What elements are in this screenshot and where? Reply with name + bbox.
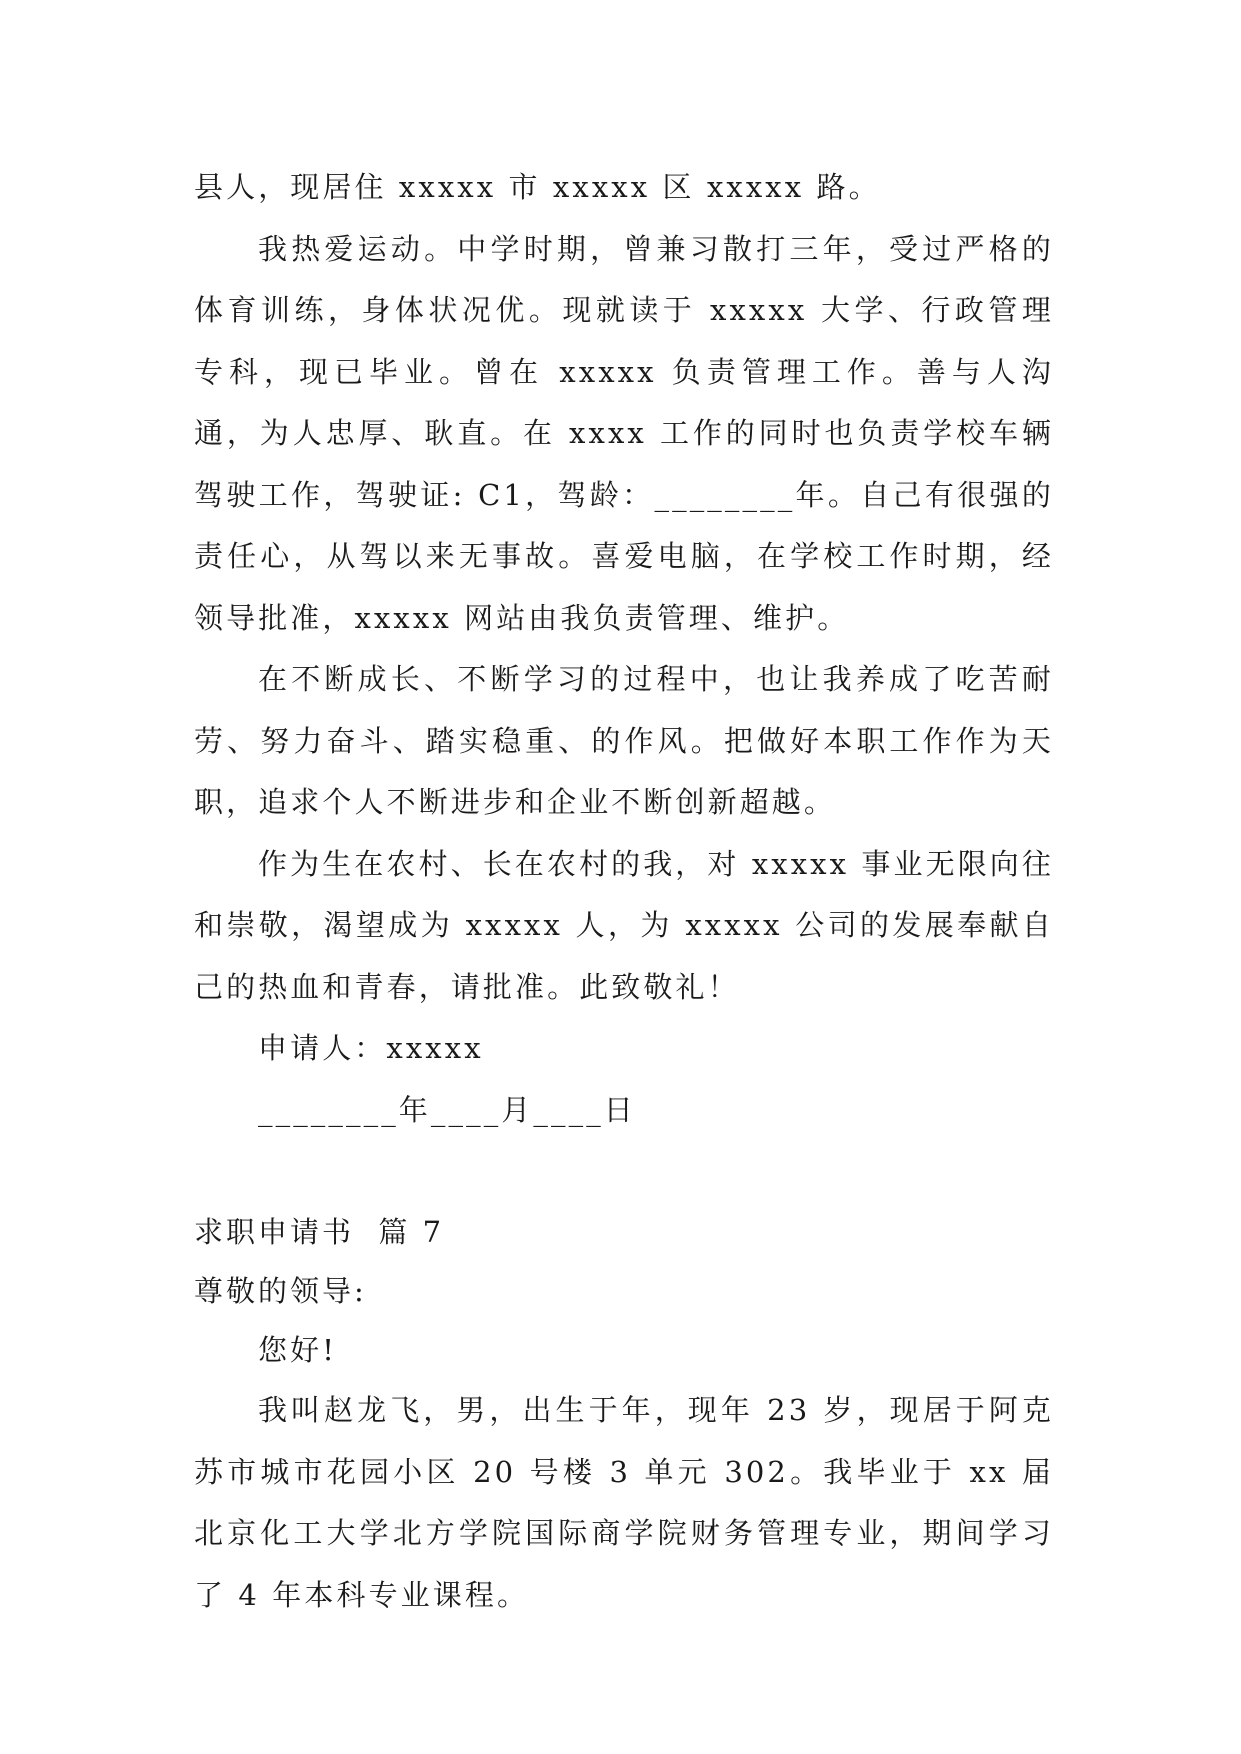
paragraph-aspiration: 作为生在农村、长在农村的我，对 xxxxx 事业无限向往和崇敬，渴望成为 xxxxx 人，为 xxxxx 公司的发展奉献自己的热血和青春，请批准。此致敬礼！: [194, 846, 1055, 1004]
date-line: ________年____月____日: [258, 1092, 636, 1127]
paragraph-introduction: 我叫赵龙飞，男，出生于年，现年 23 岁，现居于阿克苏市城市花园小区 20 号楼 3 单元 302。我毕业于 xx 届北京化工大学北方学院国际商学院财务管理专业，期间学习了 4 年本科专业课程。: [194, 1393, 1054, 1612]
section-gap: [194, 1141, 1054, 1203]
applicant-signature: 申请人：xxxxx: [258, 1031, 484, 1065]
greeting: 您好!: [258, 1333, 337, 1367]
section-title: 求职申请书 篇 7: [194, 1215, 445, 1249]
paragraph-address: 县人，现居住 xxxxx 市 xxxxx 区 xxxxx 路。: [194, 170, 881, 204]
salutation: 尊敬的领导:: [194, 1274, 367, 1308]
document-body: [194, 157, 1054, 1626]
paragraph-background: 我热爱运动。中学时期，曾兼习散打三年，受过严格的体育训练，身体状况优。现就读于 xxxxx 大学、行政管理专科，现已毕业。曾在 xxxxx 负责管理工作。善与人沟通，为人忠厚、耿直。在 xxxx 工作的同时也负责学校车辆驾驶工作，驾驶证: C1，驾龄：________年。自己有很强的责任心，从驾以来无事故。喜爱电脑，在学校工作时期，经领导批准，xxxxx 网站由我负责管理、维护。: [194, 231, 1054, 635]
paragraph-work-style: 在不断成长、不断学习的过程中，也让我养成了吃苦耐劳、努力奋斗、踏实稳重、的作风。把做好本职工作作为天职，追求个人不断进步和企业不断创新超越。: [194, 662, 1054, 819]
